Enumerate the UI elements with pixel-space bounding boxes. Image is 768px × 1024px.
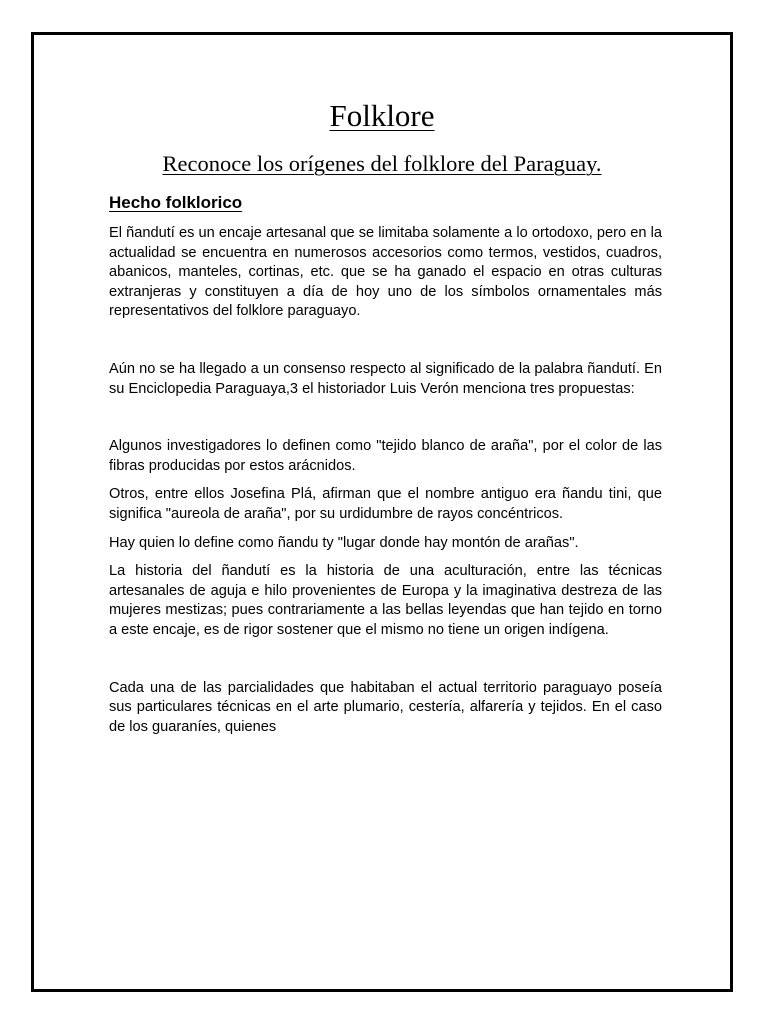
document-body bbox=[109, 190, 662, 746]
paragraph: La historia del ñandutí es la historia de una aculturación, entre las técnicas artesanales de aguja e hilo provenientes de Europa y la imaginativa destreza de las mujeres mestizas; pues contrariamente a las bellas leyendas que han tejido en torno a este encaje, es de rigor sostener que el mismo no tiene un origen indígena. bbox=[109, 563, 662, 638]
paragraph: Otros, entre ellos Josefina Plá, afirman que el nombre antiguo era ñandu tini, que significa "aureola de araña", por su urdidumbre de rayos concéntricos. bbox=[109, 486, 662, 522]
paragraph: Aún no se ha llegado a un consenso respecto al significado de la palabra ñandutí. En su Enciclopedia Paraguaya,3 el historiador Luis Verón menciona tres propuestas: bbox=[109, 360, 662, 397]
page-subtitle: Reconoce los orígenes del folklore del Paraguay. bbox=[162, 151, 602, 176]
paragraph: Algunos investigadores lo definen como "tejido blanco de araña", por el color de las fibras producidas por estos arácnidos. bbox=[109, 438, 662, 474]
paragraph: Hay quien lo define como ñandu ty "lugar donde hay montón de arañas". bbox=[109, 534, 579, 551]
paragraph: El ñandutí es un encaje artesanal que se limitaba solamente a lo ortodoxo, pero en la actualidad se encuentra en numerosos accesorios como termos, vestidos, cuadros, abanicos, manteles, cortinas, etc. que se ha ganado el espacio en otras culturas extranjeras y constituyen a día de hoy uno de los símbolos ornamentales más representativos del folklore paraguayo. bbox=[109, 225, 662, 320]
page-title: Folklore bbox=[329, 98, 435, 133]
paragraph: Cada una de las parcialidades que habitaban el actual territorio paraguayo poseía sus particulares técnicas en el arte plumario, cestería, alfarería y tejidos. En el caso de los guaraníes, quienes bbox=[109, 679, 662, 735]
section-heading: Hecho folklorico bbox=[109, 193, 243, 212]
page-frame bbox=[31, 32, 733, 992]
